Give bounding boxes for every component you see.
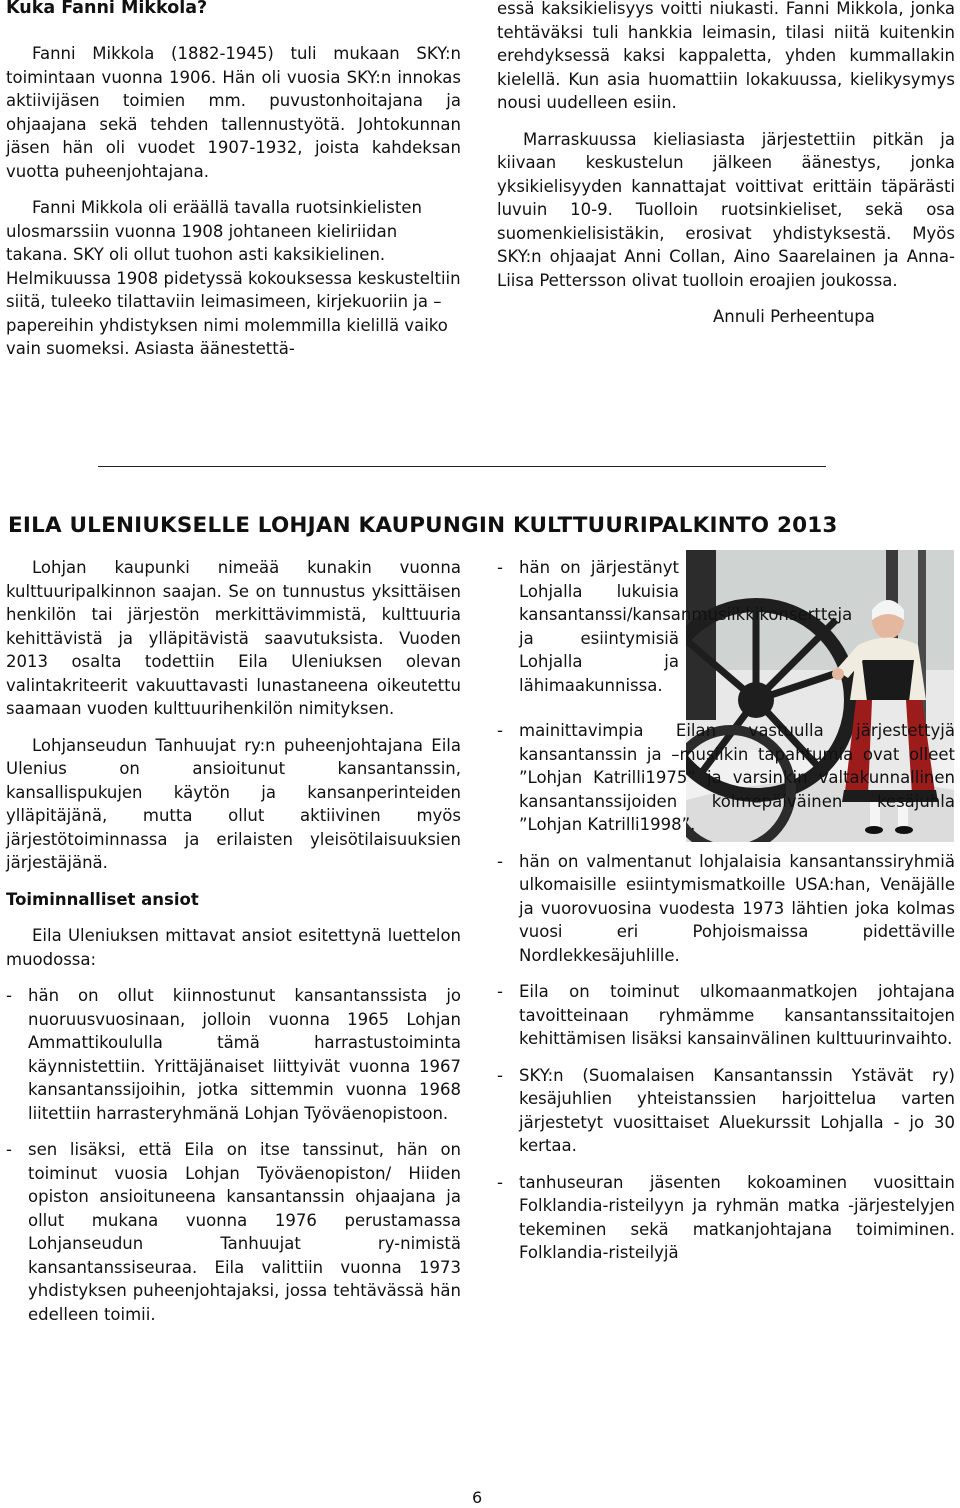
list-item: - mainittavimpia Eilan vastuulla järjestettyjä kansantanssin ja –musiikin tapahtumia ovat olleet ”Lohjan Katrilli1975” ja varsinkin valtakunnallinen kansantanssijoiden kolmepäiväinen kesäjuhla ”Lohjan Katrilli1998”. <box>497 719 955 837</box>
list-item: - hän on järjestänyt Lohjalla lukuisia kansantanssi/kansanmusiikkikonsertteja ja esiintymisiä Lohjalla ja lähimaakunnissa. <box>497 556 679 697</box>
article1-left-column <box>6 42 461 374</box>
merits-list-right <box>497 556 955 1265</box>
list-item: - tanhuseuran jäsenten kokoaminen vuosittain Folklandia-risteilyyn ja ryhmän matka -järjestelyjen tekeminen sekä matkanjohtajana toimiminen. Folklandia-risteilyjä <box>497 1171 955 1265</box>
article-title: Kuka Fanni Mikkola? <box>6 0 208 18</box>
list-item: - hän on ollut kiinnostunut kansantanssista jo nuoruusvuosinaan, jolloin vuonna 1965 Lohjan Ammattikoululla tämä harrastustoiminta käynnistettiin. Yrittäjänaiset liittyivät vuonna 1967 kansantanssijoihin, jotka sittemmin vuonna 1968 liitettiin harrasteryhmänä Lohjan Työväenopistoon. <box>6 984 461 1125</box>
article2-left-column <box>6 556 461 1339</box>
merits-list-left <box>6 984 461 1326</box>
article1-right-column <box>497 0 955 342</box>
article-heading: EILA ULENIUKSELLE LOHJAN KAUPUNGIN KULTTUURIPALKINTO 2013 <box>8 513 838 538</box>
article1-paragraph: essä kaksikielisyys voitti niukasti. Fanni Mikkola, jonka tehtäväksi tuli hankkia leimasin, tilasi niitä kuitenkin erehdyksessä kaksi kappaletta, yhden kummallakin kielellä. Kun asia huomattiin lokakuussa, kielikysymys nousi uudelleen esiin. <box>497 0 955 112</box>
article2-right-column <box>497 556 955 1278</box>
article2-paragraph: Lohjan kaupunki nimeää kunakin vuonna kulttuuripalkinnon saajan. Se on tunnustus yksittäisen henkilön tai järjestön merkittävimmistä, kulttuuria kehittävistä ja ylläpitävistä saavutuksista. Vuoden 2013 osalta todettiin Eila Uleniuksen olevan valintakriteerit vakuuttavasti lunastaneena oikeutettu saamaan vuoden kulttuurihenkilön nimityksen. <box>6 558 461 718</box>
article1-signature: Annuli Perheentupa <box>713 307 875 326</box>
article1-paragraph: Fanni Mikkola (1882-1945) tuli mukaan SKY:n toimintaan vuonna 1906. Hän oli vuosia SKY:n innokas aktiivijäsen toimien mm. puvustonhoitajana ja ohjaajana sekä tehden tallennustyötä. Johtokunnan jäsen hän oli vuodet 1907-1932, joista kahdeksan vuotta puheenjohtajana. <box>6 44 461 181</box>
list-item: - Eila on toiminut ulkomaanmatkojen johtajana tavoitteinaan ryhmämme kansantanssitaitojen kehittämisen lisäksi kansainvälinen kulttuurinvaihto. <box>497 980 955 1051</box>
article2-paragraph: Lohjanseudun Tanhuujat ry:n puheenjohtajana Eila Ulenius on ansioitunut kansantanssin, kansallispukujen käytön ja kansanperinteiden ylläpitäjänä, mutta ollut aktiivinen myös järjestötoiminnassa ja erilaisten yleisötilaisuuksien järjestäjänä. <box>6 735 461 872</box>
section-subheading: Toiminnalliset ansiot <box>6 889 199 909</box>
page-number: 6 <box>472 1488 483 1507</box>
section-divider <box>98 466 826 467</box>
article2-intro: Eila Uleniuksen mittavat ansiot esitettynä luettelon muodossa: <box>6 926 461 969</box>
list-item: - SKY:n (Suomalaisen Kansantanssin Ystävät ry) kesäjuhlien yhteistanssien harjoittelua varten järjestetyt vuosittaiset Aluekurssit Lohjalla - jo 30 kertaa. <box>497 1064 955 1158</box>
list-item: - hän on valmentanut lohjalaisia kansantanssiryhmiä ulkomaisille esiintymismatkoille USA:han, Venäjälle ja vuorovuosina vuodesta 1973 lähtien joka kolmas vuosi eri Pohjoismaissa pidettäville Nordlekkesäjuhlille. <box>497 850 955 968</box>
article1-paragraph: Marraskuussa kieliasiasta järjestettiin pitkän ja kiivaan keskustelun jälkeen äänestys, jonka yksikielisyyden kannattajat voittivat erittäin täpärästi luvuin 10-9. Tuolloin ruotsinkieliset, sekä osa suomenkielisistäkin, erosivat yhdistyksestä. Myös SKY:n ohjaajat Anni Collan, Aino Saarelainen ja Anna-Liisa Pettersson olivat tuolloin eroajien joukossa. <box>497 129 955 290</box>
list-item: - sen lisäksi, että Eila on itse tanssinut, hän on toiminut vuosia Lohjan Työväenopiston/ Hiiden opiston ansioituneena kansantanssin ohjaajana ja ollut mukana vuonna 1976 perustamassa Lohjanseudun Tanhuujat ry-nimistä kansantanssiseuraa. Eila valittiin vuonna 1973 yhdistyksen puheenjohtajaksi, jossa tehtävässä hän edelleen toimii. <box>6 1138 461 1326</box>
article1-paragraph: Fanni Mikkola oli eräällä tavalla ruotsinkielisten ulosmarssiin vuonna 1908 johtaneen kieliriidan takana. SKY oli ollut tuohon asti kaksikielinen. Helmikuussa 1908 pidetyssä kokouksessa keskusteltiin siitä, tuleeko tilattaviin leimasimeen, kirjekuoriin ja –papereihin yhdistyksen nimi molemmilla kielillä vaiko vain suomeksi. Asiasta äänestettä- <box>6 198 461 358</box>
